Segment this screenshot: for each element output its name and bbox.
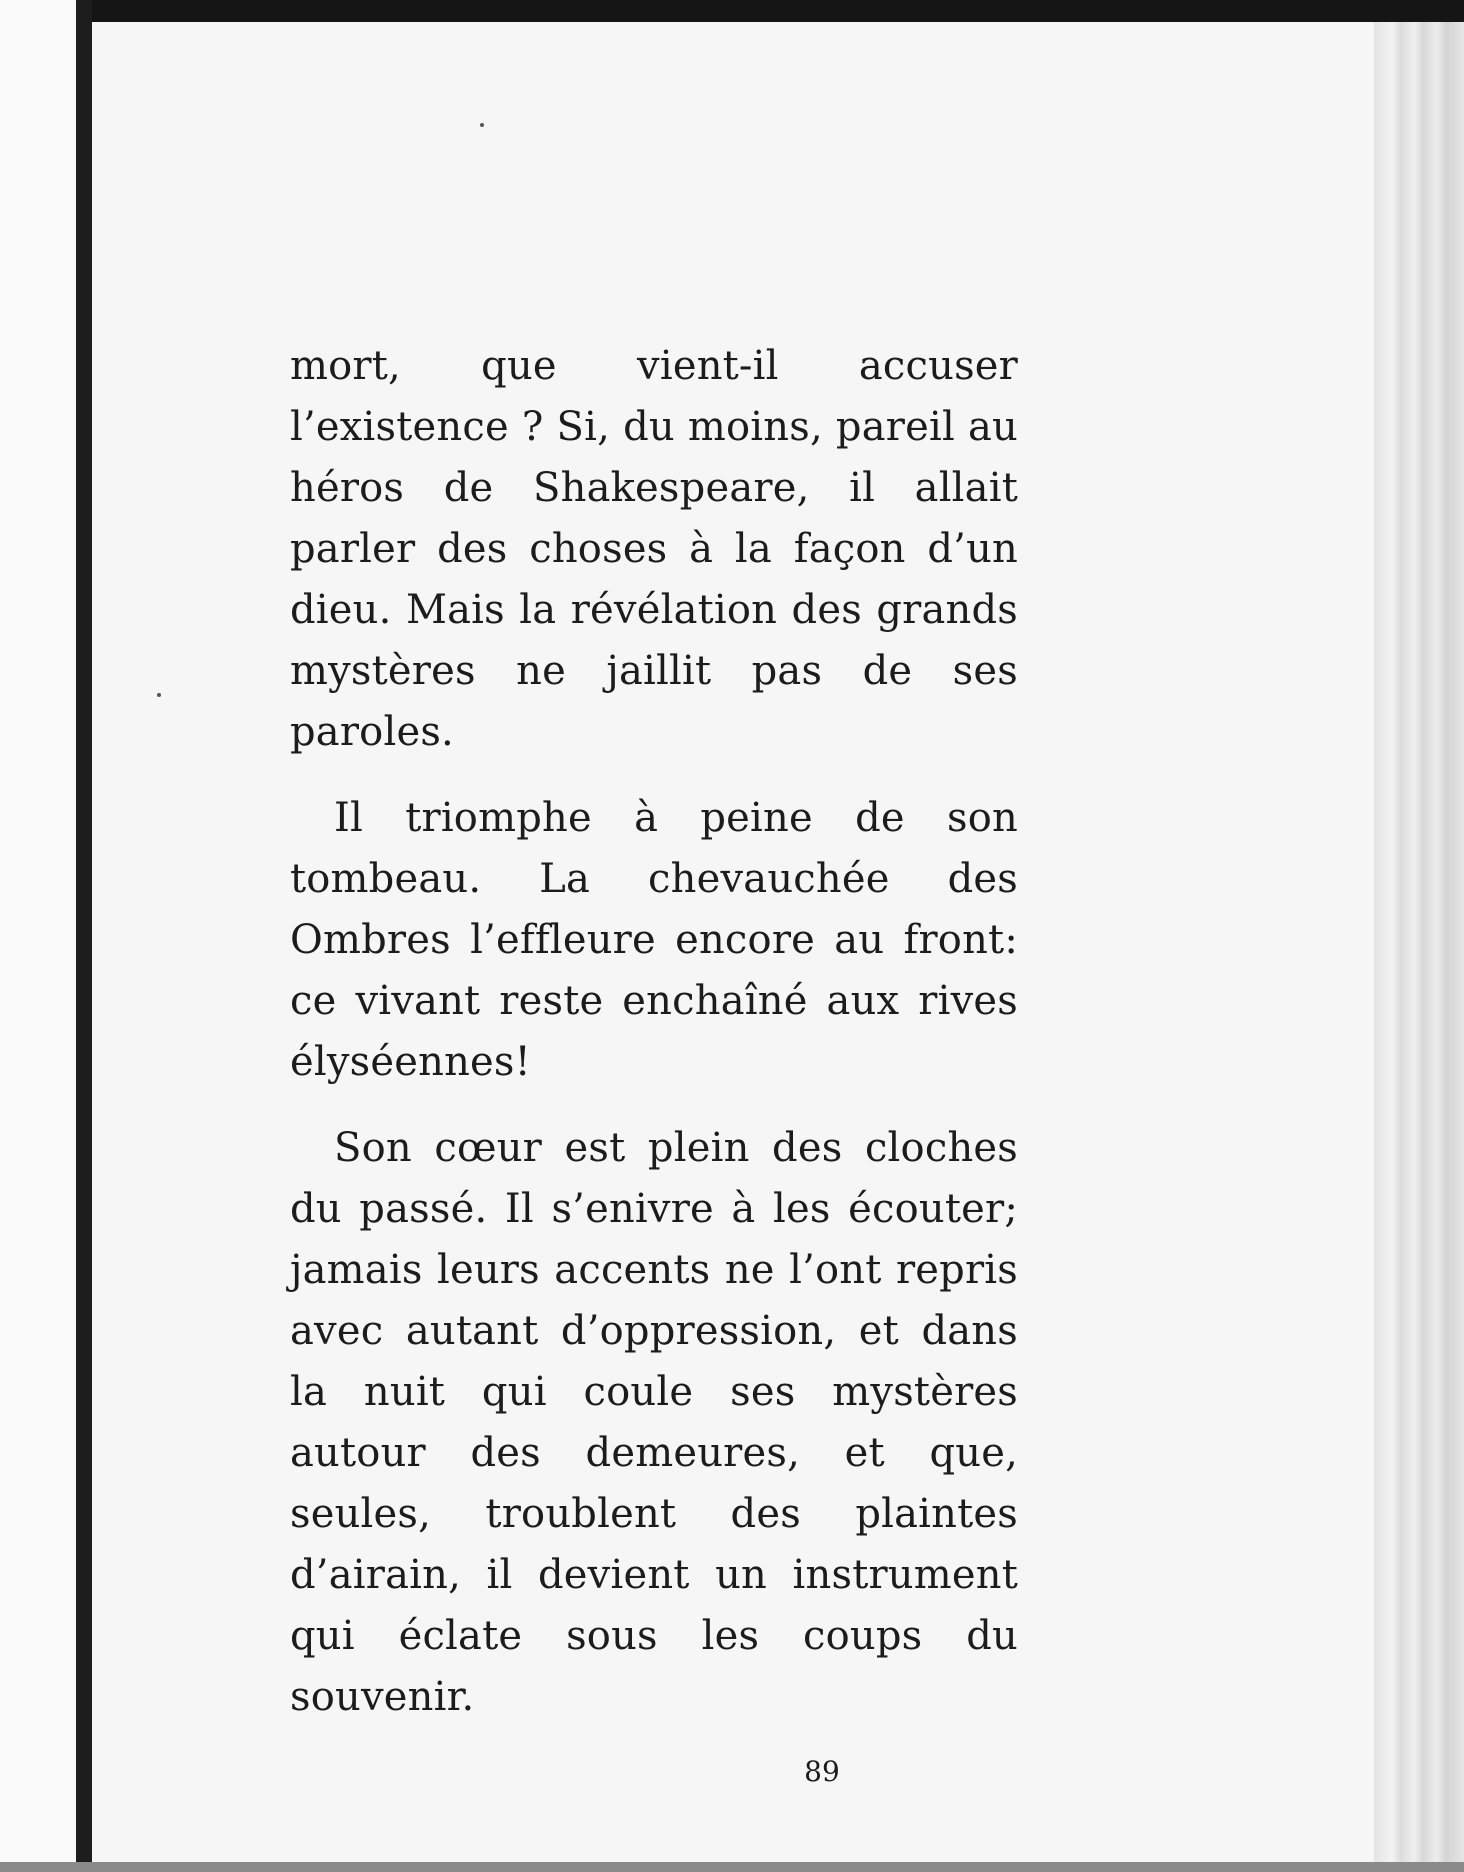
page-stack-edge <box>1374 22 1464 1872</box>
book-spine-edge <box>76 0 92 1872</box>
paragraph: Il triomphe à peine de son tombeau. La chevauchée des Ombres l’effleure encore au front: ce vivant reste enchaîné aux rives élyséennes! <box>290 795 1018 1085</box>
scan-top-border <box>0 0 1464 22</box>
paper-speck <box>480 123 484 127</box>
scan-bottom-border <box>0 1862 1464 1872</box>
body-text <box>290 336 1018 1728</box>
left-page-margin <box>0 0 76 1872</box>
paragraph: Son cœur est plein des cloches du passé. Il s’enivre à les écouter; jamais leurs accents ne l’ont repris avec autant d’oppression, et dans la nuit qui coule ses mystères autour des demeures, et que, seules, troublent des plaintes d’airain, il devient un instrument qui éclate sous les coups du souvenir. <box>290 1125 1018 1720</box>
page-number: 89 <box>804 1755 840 1788</box>
paper-speck <box>157 693 161 697</box>
paragraph: mort, que vient-il accuser l’existence ? Si, du moins, pareil au héros de Shakespeare, il allait parler des choses à la façon d’un dieu. Mais la révélation des grands mystères ne jaillit pas de ses paroles. <box>290 343 1018 755</box>
